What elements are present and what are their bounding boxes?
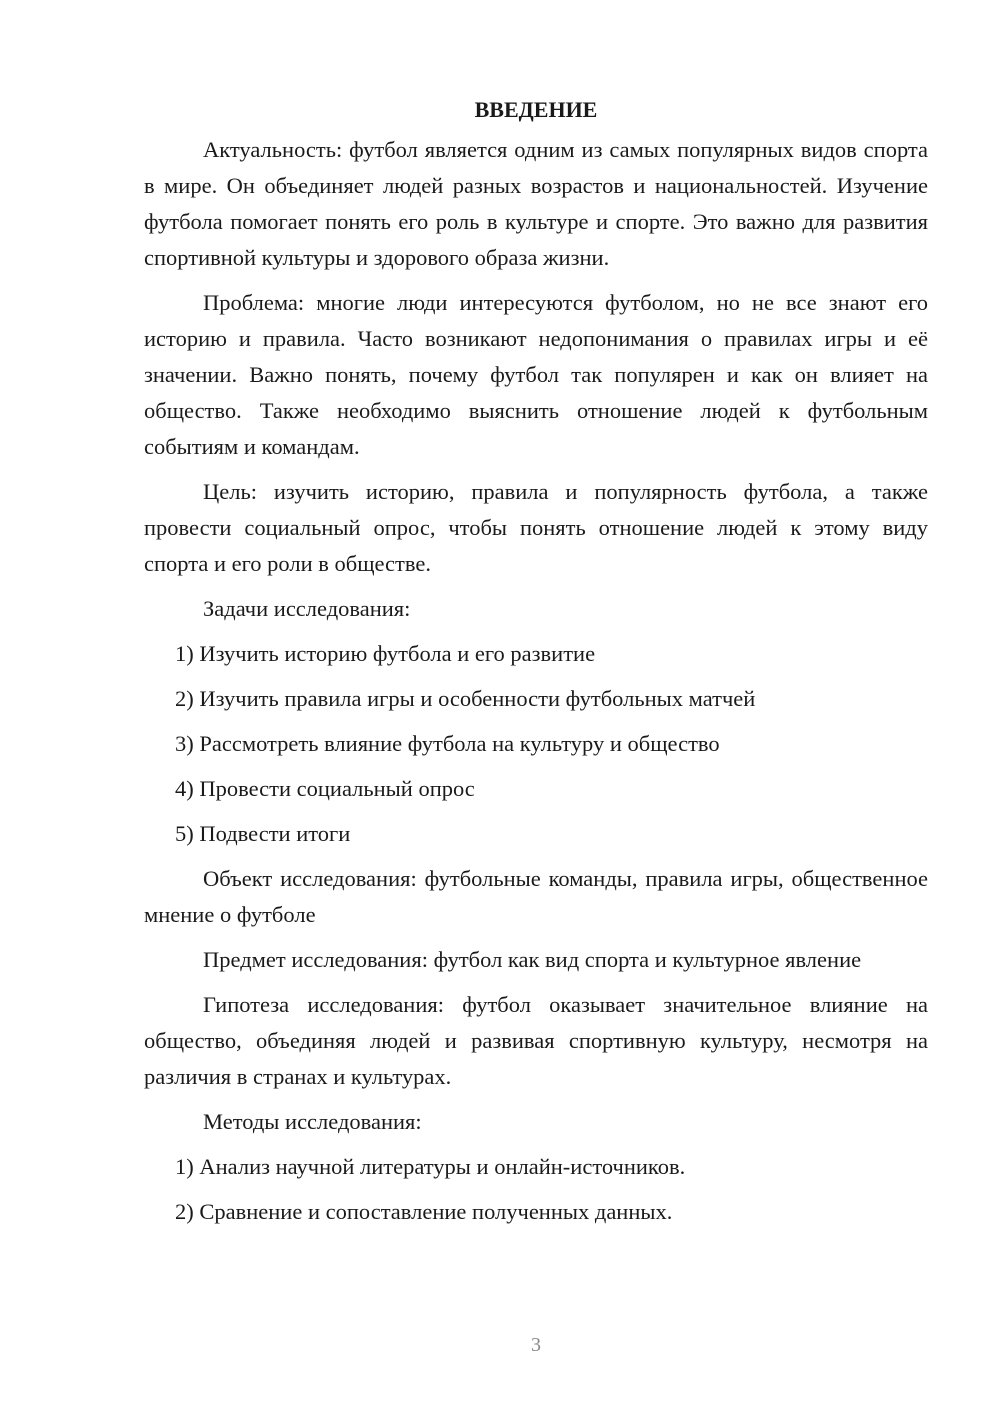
- method-item: 1) Анализ научной литературы и онлайн-источников.: [175, 1154, 686, 1179]
- subject-paragraph: Предмет исследования: футбол как вид спорта и культурное явление: [203, 947, 862, 972]
- problem-paragraph: Проблема: многие люди интересуются футболом, но не все знают его историю и правила. Часто возникают недопонимания о правилах игры и её значении. Важно понять, почему футбол так популярен и как он влияет на общество. Также необходимо выяснить отношение людей к футбольным событиям и командам.: [144, 290, 928, 459]
- section-heading: ВВЕДЕНИЕ: [474, 97, 598, 122]
- page-content: [144, 92, 928, 1239]
- tasks-title: Задачи исследования:: [203, 596, 411, 621]
- goal-paragraph: Цель: изучить историю, правила и популярность футбола, а также провести социальный опрос, чтобы понять отношение людей к этому виду спорта и его роли в обществе.: [144, 479, 928, 576]
- relevance-paragraph: Актуальность: футбол является одним из самых популярных видов спорта в мире. Он объединяет людей разных возрастов и национальностей. Изучение футбола помогает понять его роль в культуре и спорте. Это важно для развития спортивной культуры и здорового образа жизни.: [144, 137, 928, 270]
- tasks-list: [144, 636, 928, 852]
- methods-list: [144, 1149, 928, 1230]
- page-number: 3: [531, 1334, 541, 1356]
- task-item: 1) Изучить историю футбола и его развитие: [175, 641, 596, 666]
- methods-title: Методы исследования:: [203, 1109, 422, 1134]
- task-item: 5) Подвести итоги: [175, 821, 351, 846]
- object-paragraph: Объект исследования: футбольные команды, правила игры, общественное мнение о футболе: [144, 866, 928, 927]
- hypothesis-paragraph: Гипотеза исследования: футбол оказывает значительное влияние на общество, объединяя людей и развивая спортивную культуру, несмотря на различия в странах и культурах.: [144, 992, 928, 1089]
- task-item: 3) Рассмотреть влияние футбола на культуру и общество: [175, 731, 720, 756]
- task-item: 2) Изучить правила игры и особенности футбольных матчей: [175, 686, 756, 711]
- task-item: 4) Провести социальный опрос: [175, 776, 475, 801]
- method-item: 2) Сравнение и сопоставление полученных данных.: [175, 1199, 673, 1224]
